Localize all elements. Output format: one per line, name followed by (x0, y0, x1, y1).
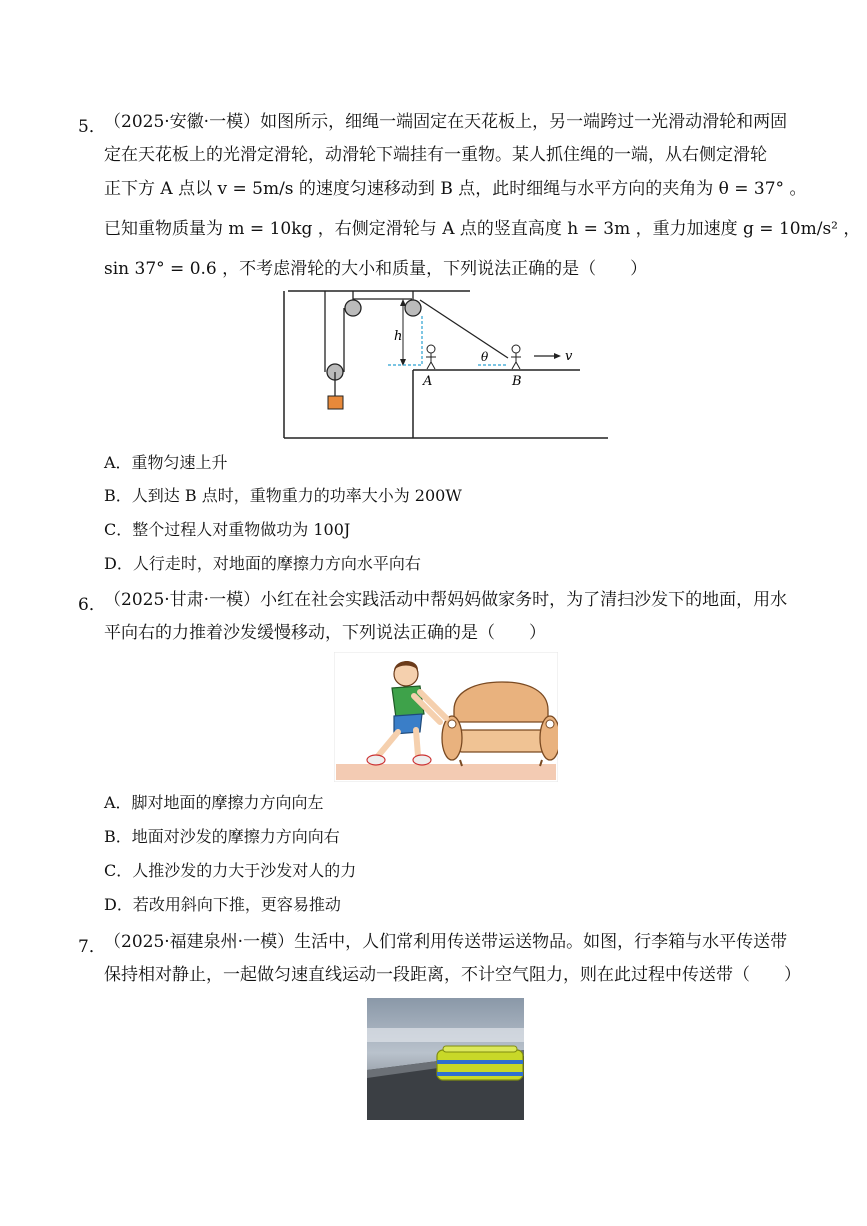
question-number: 7． (78, 937, 106, 957)
floor (336, 764, 556, 780)
question-text-line: 正下方 A 点以 v = 5m/s 的速度匀速移动到 B 点，此时细绳与水平方向的夹角为 θ = 37° 。 (104, 179, 807, 199)
label-v: v (565, 349, 573, 364)
option-c: C．整个过程人对重物做功为 100J (104, 520, 351, 539)
person-a-icon (426, 345, 436, 369)
question-text-line: 定在天花板上的光滑定滑轮，动滑轮下端挂有一重物。某人抓住绳的一端，从右侧定滑轮 (104, 145, 767, 165)
option-d: D．若改用斜向下推，更容易推动 (104, 895, 341, 914)
conveyor-suitcase-photo (367, 998, 524, 1120)
question-text-line: 已知重物质量为 m = 10kg ，右侧定滑轮与 A 点的竖直高度 h = 3m ，重力加速度 g = 10m/s² ， (104, 219, 861, 239)
weight-box (328, 396, 343, 409)
question-text-line: 平向右的力推着沙发缓慢移动，下列说法正确的是（ ） (104, 623, 546, 643)
question-text-line: （2025·安徽·一模）如图所示，细绳一端固定在天花板上，另一端跨过一光滑动滑轮和两固 (104, 112, 788, 132)
option-a: A．重物匀速上升 (104, 453, 228, 472)
person-b-icon (511, 345, 521, 369)
rope-slanted (420, 300, 508, 358)
question-text-line: （2025·甘肃·一模）小红在社会实践活动中帮妈妈做家务时，为了清扫沙发下的地面，用水 (104, 590, 788, 610)
question-text-line: sin 37° = 0.6 ，不考虑滑轮的大小和质量，下列说法正确的是（ ） (104, 259, 648, 279)
label-theta: θ (481, 350, 489, 364)
pulley-diagram (282, 286, 610, 442)
question-number: 5． (78, 117, 106, 137)
label-a: A (423, 374, 433, 389)
question-text-line: （2025·福建泉州·一模）生活中，人们常利用传送带运送物品。如图，行李箱与水平传送带 (104, 932, 788, 952)
option-c: C．人推沙发的力大于沙发对人的力 (104, 861, 357, 880)
sofa-push-illustration (334, 652, 558, 782)
suitcase-icon (437, 1046, 523, 1080)
fixed-pulley-right (405, 300, 421, 316)
label-b: B (512, 374, 522, 389)
fixed-pulley-left (345, 300, 361, 316)
label-h: h (394, 329, 403, 344)
option-b: B．地面对沙发的摩擦力方向向右 (104, 827, 340, 846)
option-a: A．脚对地面的摩擦力方向向左 (104, 793, 324, 812)
option-d: D．人行走时，对地面的摩擦力方向水平向右 (104, 554, 421, 573)
option-b: B．人到达 B 点时，重物重力的功率大小为 200W (104, 486, 462, 505)
question-text-line: 保持相对静止，一起做匀速直线运动一段距离，不计空气阻力，则在此过程中传送带（ ） (104, 965, 801, 985)
question-number: 6． (78, 595, 106, 615)
